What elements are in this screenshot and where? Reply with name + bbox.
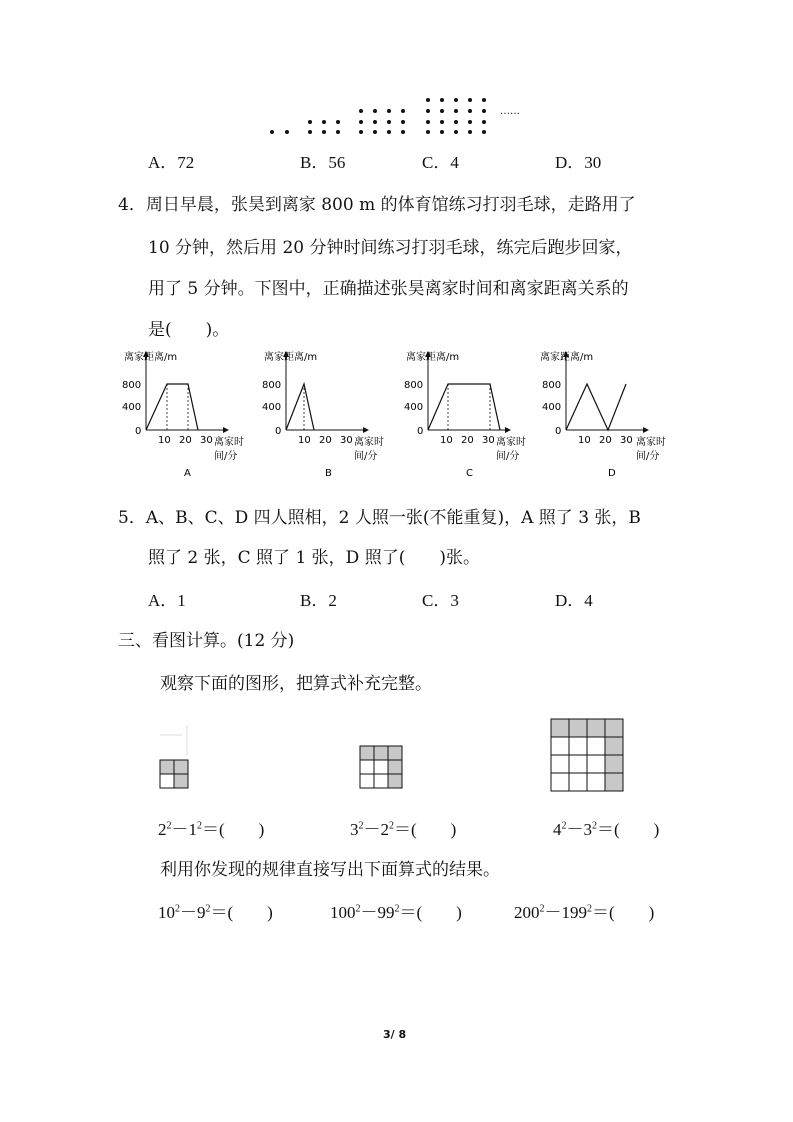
ellipsis: …… <box>500 106 520 117</box>
graph-c-y0: 0 <box>417 426 424 437</box>
graph-c-x20: 20 <box>461 435 474 446</box>
q3-option-a[interactable]: A．72 <box>148 153 195 172</box>
equation-5[interactable]: $100^2-99^2=$( ) <box>330 903 462 922</box>
graph-c-ylabel: 离家距离/m <box>406 352 460 363</box>
graph-a-y800: 800 <box>122 380 142 391</box>
graph-c-x10: 10 <box>440 435 453 446</box>
graph-b-x20: 20 <box>319 435 332 446</box>
square-figure-3 <box>549 717 629 797</box>
graph-d-ylabel: 离家距离/m <box>540 352 594 363</box>
q3-option-d[interactable]: D．30 <box>555 153 602 172</box>
q4-line-1: 4．周日早晨，张昊到离家 800 m 的体育馆练习打羽毛球，走路用了 <box>118 195 636 215</box>
graph-d-xlabel-1: 离家时 <box>636 437 666 448</box>
graph-d[interactable] <box>540 350 666 479</box>
graph-c-x30: 30 <box>482 435 495 446</box>
graph-c-xlabel-2: 间/分 <box>496 451 520 462</box>
q5-option-c[interactable]: C．3 <box>422 591 459 610</box>
q5-option-b[interactable]: B．2 <box>300 591 337 610</box>
graph-a[interactable] <box>122 350 244 479</box>
graph-b-xlabel-1: 离家时 <box>354 437 384 448</box>
graph-d-y800: 800 <box>542 380 562 391</box>
equation-4[interactable]: $10^2-9^2=$( ) <box>158 903 273 922</box>
graph-c-caption: C <box>466 468 473 479</box>
q5-line-2: 照了 2 张，C 照了 1 张，D 照了( )张。 <box>148 548 480 568</box>
page-number: 3/ 8 <box>383 1028 407 1041</box>
graph-c[interactable] <box>404 350 526 479</box>
graph-d-xlabel-2: 间/分 <box>636 451 660 462</box>
q4-graphs <box>0 342 793 482</box>
q5-option-d[interactable]: D．4 <box>555 591 593 610</box>
graph-a-xlabel-1: 离家时 <box>214 437 244 448</box>
graph-b-y800: 800 <box>262 380 282 391</box>
equation-2[interactable]: $3^2-2^2=$( ) <box>350 820 457 839</box>
q4-line-2: 10 分钟，然后用 20 分钟时间练习打羽毛球，练完后跑步回家， <box>148 238 633 258</box>
equation-3[interactable]: $4^2-3^2=$( ) <box>553 820 660 839</box>
q3-option-b[interactable]: B．56 <box>300 153 346 172</box>
graph-a-y0: 0 <box>135 426 142 437</box>
q4-line-3: 用了 5 分钟。下图中，正确描述张昊离家时间和离家距离关系的 <box>148 279 629 299</box>
equation-1[interactable]: $2^2-1^2=$( ) <box>158 820 265 839</box>
graph-d-x10: 10 <box>578 435 591 446</box>
graph-a-ylabel: 离家距离/m <box>124 352 178 363</box>
square-figure-2 <box>358 744 408 794</box>
graph-b-x10: 10 <box>298 435 311 446</box>
graph-a-x30: 30 <box>200 435 213 446</box>
rule-instruction: 利用你发现的规律直接写出下面算式的结果。 <box>160 860 500 880</box>
q5-option-a[interactable]: A．1 <box>148 591 186 610</box>
graph-b-x30: 30 <box>340 435 353 446</box>
graph-b-ylabel: 离家距离/m <box>264 352 318 363</box>
graph-a-xlabel-2: 间/分 <box>214 451 238 462</box>
graph-b-caption: B <box>325 468 332 479</box>
graph-c-xlabel-1: 离家时 <box>496 437 526 448</box>
graph-d-x20: 20 <box>599 435 612 446</box>
graph-a-y400: 400 <box>122 402 142 413</box>
section-3-instruction: 观察下面的图形，把算式补充完整。 <box>160 674 432 694</box>
q5-line-1: 5．A、B、C、D 四人照相，2 人照一张(不能重复)，A 照了 3 张，B <box>118 508 641 528</box>
square-figure-1 <box>152 715 192 795</box>
graph-a-x10: 10 <box>158 435 171 446</box>
q4-line-4: 是( )。 <box>148 320 230 340</box>
graph-c-y400: 400 <box>404 402 424 413</box>
graph-c-y800: 800 <box>404 380 424 391</box>
graph-b-y0: 0 <box>275 426 282 437</box>
graph-a-caption: A <box>184 468 191 479</box>
graph-d-caption: D <box>608 468 616 479</box>
graph-b-xlabel-2: 间/分 <box>354 451 378 462</box>
graph-d-x30: 30 <box>620 435 633 446</box>
graph-d-y0: 0 <box>555 426 562 437</box>
equation-6[interactable]: $200^2-199^2=$( ) <box>514 903 655 922</box>
graph-a-x20: 20 <box>179 435 192 446</box>
graph-b[interactable] <box>262 350 384 479</box>
graph-b-y400: 400 <box>262 402 282 413</box>
graph-d-y400: 400 <box>542 402 562 413</box>
q3-option-c[interactable]: C．4 <box>422 153 459 172</box>
section-3-title: 三、看图计算。(12 分) <box>118 631 295 651</box>
